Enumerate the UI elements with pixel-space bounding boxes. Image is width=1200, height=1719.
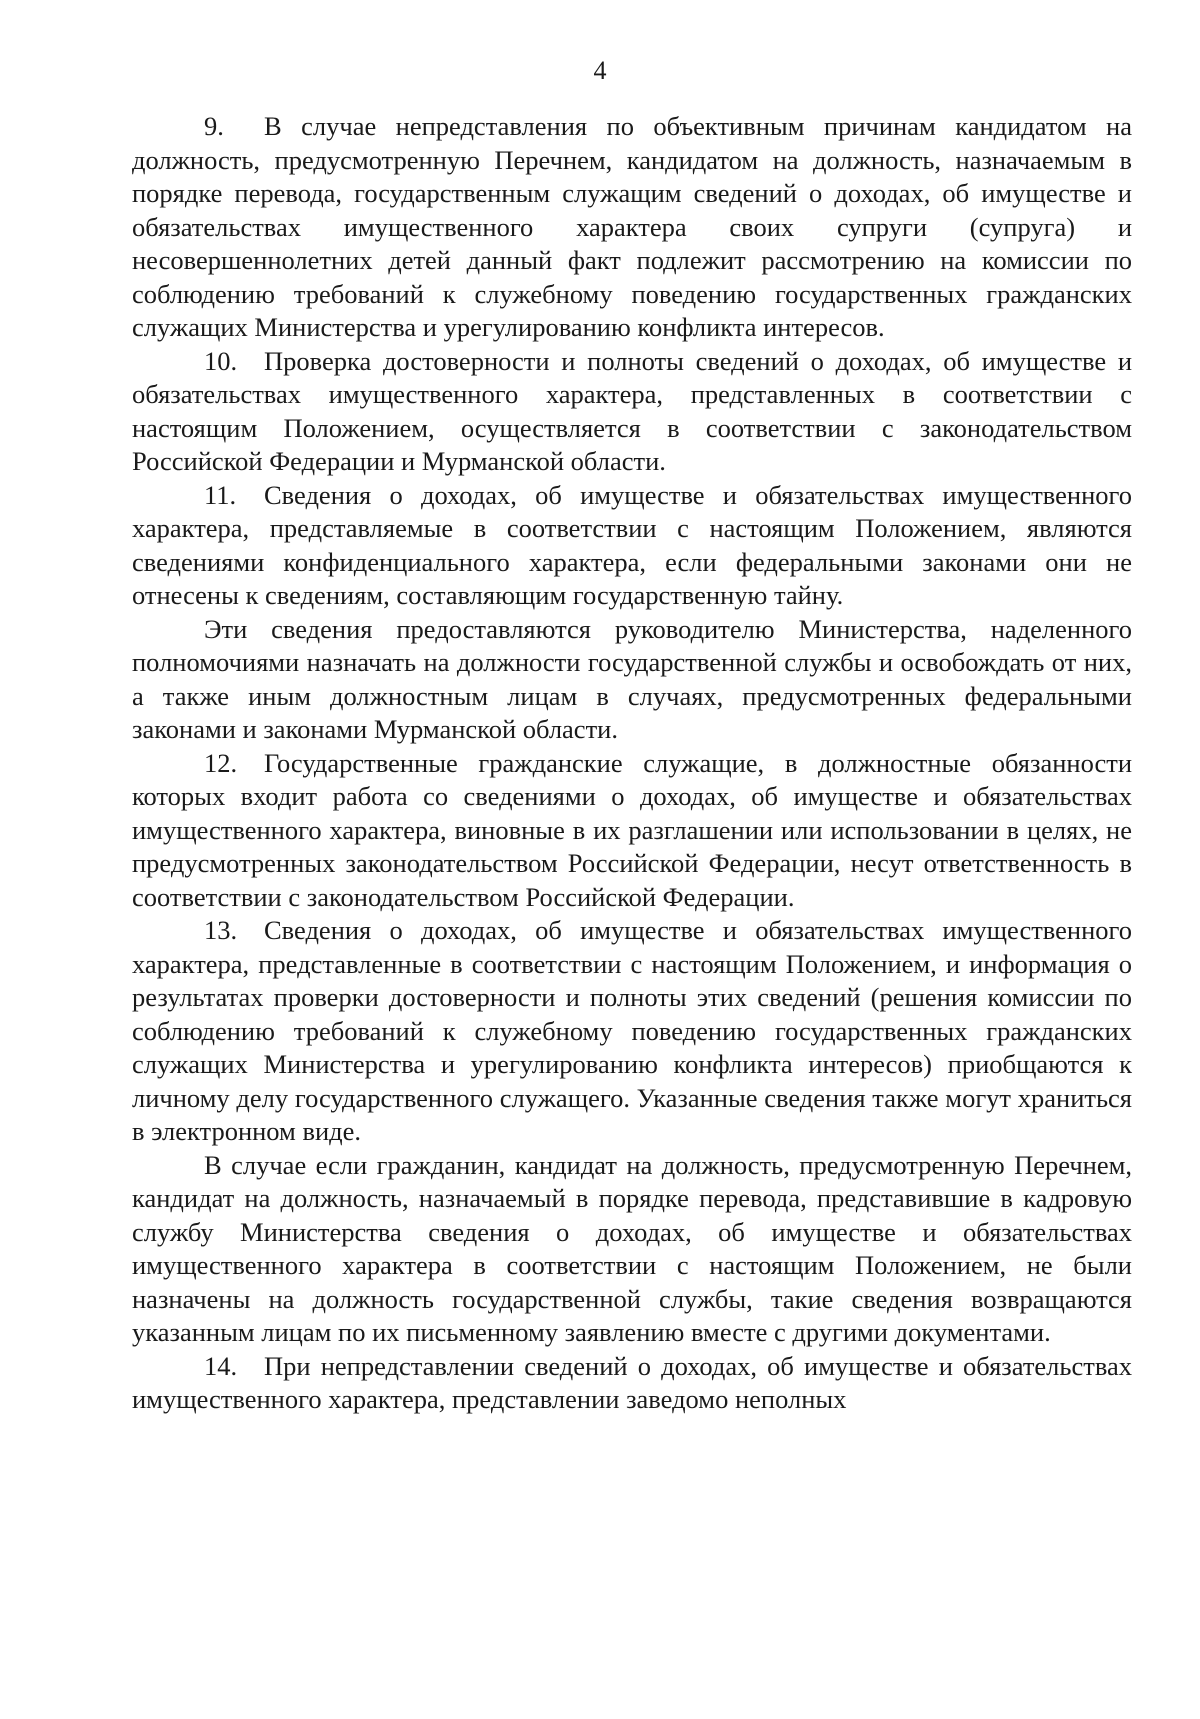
paragraph-12 (132, 747, 1132, 915)
paragraph-11 (132, 479, 1132, 613)
paragraph-9 (132, 110, 1132, 345)
paragraph-14 (132, 1350, 1132, 1417)
paragraph-number: 11. (204, 479, 237, 510)
paragraph-text: Проверка достоверности и полноты сведений о доходах, об имуществе и обязательствах имущественного характера, представленных в соответствии с настоящим Положением, осуществляется в соответствии с законодательством Российской Федерации и Мурманской области. (132, 345, 1132, 476)
paragraph-10 (132, 345, 1132, 479)
paragraph-text: В случае непредставления по объективным причинам кандидатом на должность, предусмотренную Перечнем, кандидатом на должность, назначаемым в порядке перевода, государственным служащим сведений о доходах, об имуществе и обязательствах имущественного характера своих супруги (супруга) и несовершеннолетних детей данный факт подлежит рассмотрению на комиссии по соблюдению требований к служебному поведению государственных гражданских служащих Министерства и урегулированию конфликта интересов. (132, 111, 1132, 342)
paragraph-text: Эти сведения предоставляются руководителю Министерства, наделенного полномочиями назначать на должности государственной службы и освобождать от них, а также иным должностным лицам в случаях, предусмотренных федеральными законами и законами Мурманской области. (132, 613, 1132, 744)
paragraph-text: При непредставлении сведений о доходах, об имуществе и обязательствах имущественного характера, представлении заведомо неполных (132, 1350, 1132, 1414)
page-number: 4 (593, 56, 607, 85)
paragraph-number: 9. (204, 111, 224, 141)
paragraph-number: 14. (204, 1350, 238, 1381)
paragraph-text: В случае если гражданин, кандидат на должность, предусмотренную Перечнем, кандидат на должность, назначаемый в порядке перевода, представившие в кадровую службу Министерства сведения о доходах, об имуществе и обязательствах имущественного характера в соответствии с настоящим Положением, не были назначены на должность государственной службы, такие сведения возвращаются указанным лицам по их письменному заявлению вместе с другими документами. (132, 1149, 1132, 1347)
paragraph-text: Государственные гражданские служащие, в должностные обязанности которых входит работа со сведениями о доходах, об имуществе и обязательствах имущественного характера, виновные в их разглашении или использовании в целях, не предусмотренных законодательством Российской Федерации, несут ответственность в соответствии с законодательством Российской Федерации. (132, 747, 1132, 912)
paragraph-number: 10. (204, 345, 238, 376)
paragraph-number: 13. (204, 915, 238, 945)
paragraph-13-continued (132, 1149, 1132, 1350)
paragraph-13 (132, 914, 1132, 1149)
document-body (132, 110, 1132, 1417)
paragraph-11-continued (132, 613, 1132, 747)
paragraph-number: 12. (204, 747, 238, 778)
paragraph-text: Сведения о доходах, об имуществе и обязательствах имущественного характера, представляемые в соответствии с настоящим Положением, являются сведениями конфиденциального характера, если федеральными законами они не отнесены к сведениям, составляющим государственную тайну. (132, 479, 1132, 610)
paragraph-text: Сведения о доходах, об имуществе и обязательствах имущественного характера, представленные в соответствии с настоящим Положением, и информация о результатах проверки достоверности и полноты этих сведений (решения комиссии по соблюдению требований к служебному поведению государственных гражданских служащих Министерства и урегулированию конфликта интересов) приобщаются к личному делу государственного служащего. Указанные сведения также могут храниться в электронном виде. (132, 915, 1132, 1146)
